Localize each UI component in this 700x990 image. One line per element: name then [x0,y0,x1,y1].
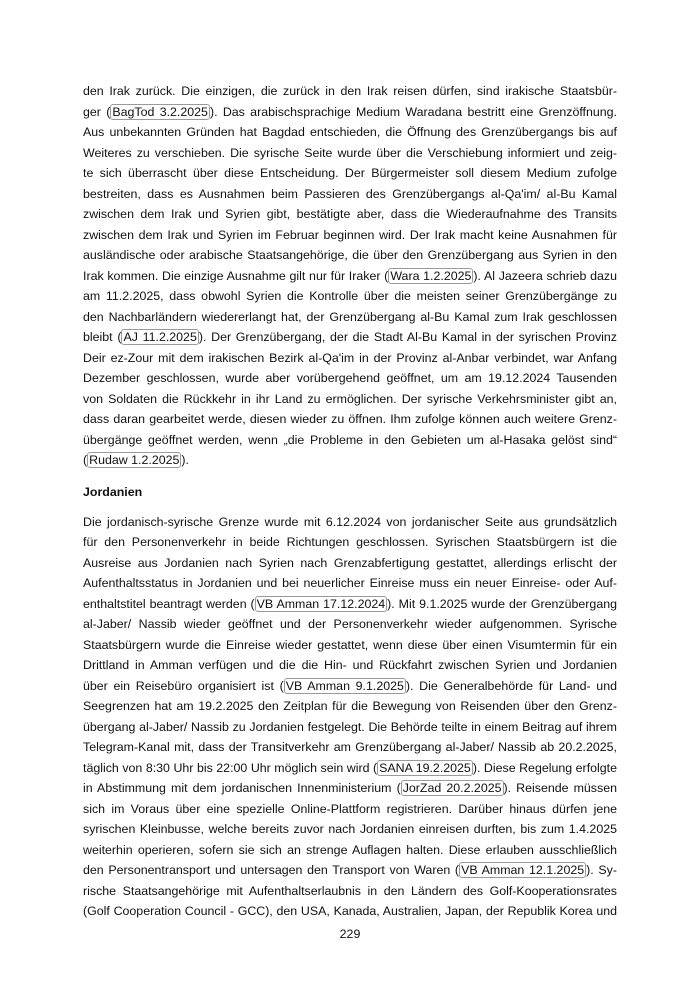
text-line: bleibt ( AJ 11.2.2025 ). Der Grenzübergang, der die Stadt Al-Bu Kamal in der syrischen Provinz [83,330,618,344]
text-line: von Soldaten die Rückkehr in ihr Land zu ermöglichen. Der syrische Verkehrsminister gibt an, [83,391,617,406]
section-heading-jordanien: Jordanien [83,484,143,499]
text-line: zwischen dem Irak und Syrien gibt, bestätigte aber, dass die Wiederaufnahme des Transits [83,207,617,221]
text-line: Staatsbürgern wurde die Einreise wieder gestattet, wenn diese über einen Visumtermin für ein [83,637,617,652]
source-link-vb-amman-9-1[interactable]: VB Amman 9.1.2025 [285,678,404,693]
source-link-vb-amman-12-1[interactable]: VB Amman 12.1.2025 [461,863,585,877]
text-line: Aufenthaltsstatus in Jordanien und bei neuerlicher Einreise muss ein neuer Einreise- oder Auf- [83,576,617,590]
text-line: den Irak zurück. Die einzigen, die zurück in den Irak reisen dürfen, sind irakische Staatsbür- [83,84,617,98]
text-line: für den Personenverkehr in beide Richtungen geschlossen. Syrischen Staatsbürgern ist die [83,535,617,549]
document-body [83,81,617,922]
text-line: rische Staatsangehörige mit Aufenthaltserlaubnis in den Ländern des Golf-Kooperationsrates [83,883,617,898]
text-line: Ausreise aus Jordanien nach Syrien nach Grenzabfertigung gestattet, allerdings erlischt der [83,555,617,570]
text-line: Aus unbekannten Gründen hat Bagdad entschieden, die Öffnung des Grenzübergangs bis auf [83,125,617,139]
text-line: ( Rudaw 1.2.2025 ). [83,453,189,467]
text-line: täglich von 8:30 Uhr bis 22:00 Uhr möglich sein wird ( SANA 19.2.2025 ). Diese Regelung erfolgte [83,760,617,775]
text-line: Irak kommen. Die einzige Ausnahme gilt nur für Iraker ( Wara 1.2.2025 ). Al Jazeera schrieb dazu [83,268,617,283]
text-line: enthaltstitel beantragt werden ( VB Amman 17.12.2024 ). Mit 9.1.2025 wurde der Grenzübergang [83,596,617,611]
text-line: ger ( BagTod 3.2.2025 ). Das arabischsprachige Medium Waradana bestritt eine Grenzöffnung. [83,104,617,119]
source-link-vb-amman-17-12[interactable]: VB Amman 17.12.2024 [256,596,386,611]
page-number: 229 [339,927,361,941]
text-line: (Golf Cooperation Council - GCC), den USA, Kanada, Australien, Japan, der Republik Korea und [83,904,617,918]
text-line: te sich überrascht über diese Entscheidung. Der Bürgermeister soll diesem Medium zufolge [83,166,617,180]
text-line: übergänge geöffnet werden, wenn „die Probleme in den Gebieten um al-Hasaka gelöst sind“ [83,432,617,447]
text-line: zwischen dem Irak und Syrien im Februar beginnen wird. Der Irak macht keine Ausnahmen für [83,227,617,242]
text-line: syrischen Kleinbusse, welche bereits zuvor nach Jordanien einreisen durften, bis zum 1.4.2025 [83,822,617,836]
text-line: weiterhin operieren, sofern sie sich an strenge Auflagen halten. Diese erlauben ausschließlich [83,842,617,857]
text-line: den Personentransport und untersagen den Transport von Waren ( VB Amman 12.1.2025 ). Sy- [83,863,617,877]
text-line: sich im Voraus über eine spezielle Online-Plattform registrieren. Darüber hinaus dürfen jene [83,801,617,816]
text-line: al-Jaber/ Nassib wieder geöffnet und der Personenverkehr wieder aufgenommen. Syrische [83,617,617,631]
source-link-aj[interactable]: AJ 11.2.2025 [123,330,197,344]
text-line: Deir ez-Zour mit dem irakischen Bezirk al-Qa'im in der Provinz al-Anbar verbindet, war Anfang [83,350,617,365]
source-link-rudaw[interactable]: Rudaw 1.2.2025 [89,453,180,467]
text-line: bestreiten, dass es Ausnahmen beim Passieren des Grenzübergangs al-Qa'im/ al-Bu Kamal [83,186,617,201]
text-line: in Abstimmung mit dem jordanischen Innenministerium ( JorZad 20.2.2025 ). Reisende müssen [83,781,617,795]
text-line: den Nachbarländern wiedererlangt hat, der Grenzübergang al-Bu Kamal zum Irak geschlossen [83,309,617,324]
source-link-bagtod[interactable]: BagTod 3.2.2025 [112,104,208,119]
text-line: Die jordanisch-syrische Grenze wurde mit 6.12.2024 von jordanischer Seite aus grundsätzlich [83,514,617,529]
text-line: Drittland in Amman verfügen und die die Hin- und Rückfahrt zwischen Syrien und Jordanien [83,658,617,672]
text-line: Weiteres zu verschieben. Die syrische Seite wurde über die Verschiebung informiert und zeig- [83,145,617,160]
text-line: ausländische oder arabische Staatsangehörige, die über den Grenzübergang aus Syrien in den [83,248,617,262]
text-line: Dezember geschlossen, wurde aber vorübergehend geöffnet, um am 19.12.2024 Tausenden [83,371,617,385]
source-link-jorzad[interactable]: JorZad 20.2.2025 [402,781,502,795]
paragraph-jordanien [83,512,617,922]
source-link-sana[interactable]: SANA 19.2.2025 [379,760,471,775]
paragraph-irak [83,81,617,471]
text-line: Seegrenzen hat am 19.2.2025 den Zeitplan für die Bewegung von Reisenden über den Grenz- [83,699,617,713]
source-link-wara[interactable]: Wara 1.2.2025 [390,268,472,283]
text-line: Telegram-Kanal mit, dass der Transitverkehr am Grenzübergang al-Jaber/ Nassib ab 20.2.2025, [83,740,617,754]
text-line: dass daran gearbeitet werde, diesen wieder zu öffnen. Ihm zufolge können auch weitere Grenz- [83,412,617,426]
text-line: übergang al-Jaber/ Nassib zu Jordanien festgelegt. Die Behörde teilte in einem Beitrag auf ihrem [83,719,617,734]
text-line: über ein Reisebüro organisiert ist ( VB Amman 9.1.2025 ). Die Generalbehörde für Land- und [83,678,617,693]
text-line: am 11.2.2025, dass obwohl Syrien die Kontrolle über die meisten seiner Grenzübergänge zu [83,289,617,303]
